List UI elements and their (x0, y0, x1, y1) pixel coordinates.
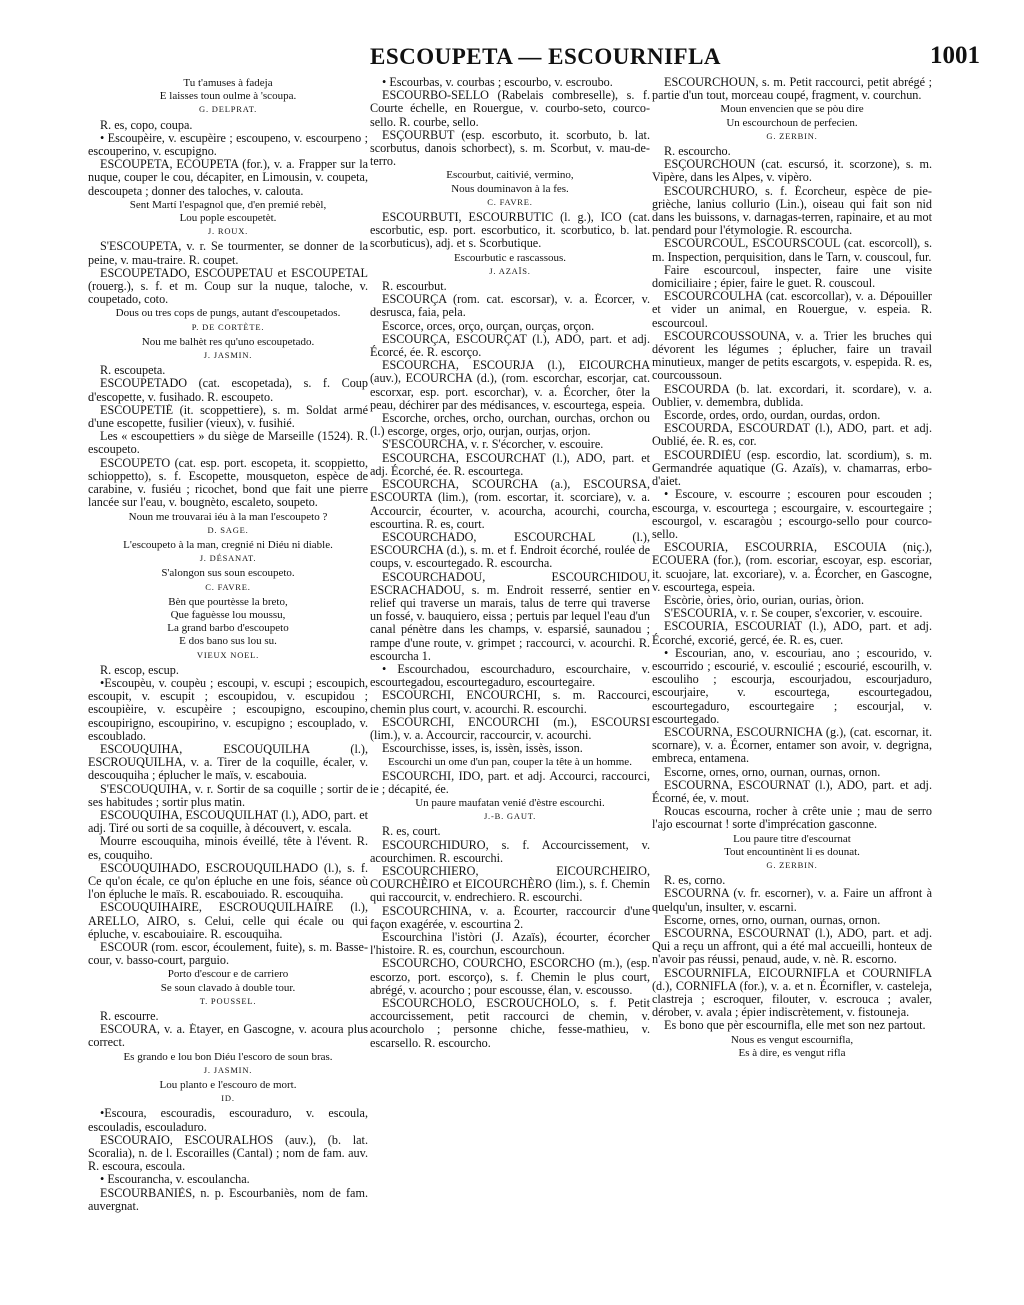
dictionary-entry: ESCOURNA (v. fr. escorner), v. a. Faire un affront à quelqu'un, insulter, v. escarni. (652, 887, 932, 914)
quotation-verse: Escourbut, caitivié, vermino, (446, 169, 574, 182)
dictionary-entry: ESCOUPETIÉ (it. scoppettiere), s. m. Soldat armé d'une escopette, fusilier (vieux), v. fusihié. (88, 403, 368, 431)
dictionary-entry: S'ESCOUQUIHA, v. r. Sortir de sa coquille ; sortir de ses habitudes ; sortir plus matin. (88, 782, 368, 809)
dictionary-entry: ESCOURNA, ESCOURNAT (l.), ADO, part. et adj. Écorné, ée, v. mout. (652, 778, 932, 805)
quotation-verse: Se soun clavado à double tour. (160, 981, 296, 994)
dictionary-entry: ESCOURCHINA, v. a. Écourter, raccourcir d'une façon exagérée, v. escourtina 2. (370, 904, 650, 931)
quotation-verse: Escourchi un ome d'un pan, couper la tête à un homme. (388, 756, 632, 769)
quotation-verse: Tout encountinènt li es dounat. (724, 845, 860, 858)
quotation-verse: Escourbutic e rascassous. (453, 251, 567, 264)
dictionary-entry: ESCOUQUIHA, ESCOUQUILHA (l.), ESCROUQUILHA, v. a. Tirer de la coquille, écaler, v. descouquiha ; éplucher le maïs, v. escabouia. (88, 742, 368, 783)
quotation-verse: Nou me balhèt res qu'uno escoupetado. (141, 335, 315, 348)
dictionary-entry: ESCOURCHOLO, ESCROUCHOLO, s. f. Petit accourcissement, petit raccourci de chemin, v. acourcholo ; personne chiche, fesse-mathieu, v. escarsello. R. escourcho. (370, 997, 650, 1050)
dictionary-entry: S'ESCOURIA, v. r. Se couper, s'excorier, v. escouire. (664, 607, 923, 621)
text-column-3 (652, 76, 932, 1060)
dictionary-entry: • Escourchadou, escourchaduro, escourchaire, v. escourtegadou, escourtegaduro, escourtegaire. (370, 662, 650, 690)
dictionary-entry: Escorde, ordes, ordo, ourdan, ourdas, ordon. (664, 409, 881, 423)
dictionary-entry: ESCOURCHA, ESCOURCHAT (l.), ADO, part. et adj. Écorché, ée. R. escourtega. (370, 451, 650, 478)
dictionary-entry: ESCOURIA, ESCOURRIA, ESCOUIA (niç.), ECOUERA (for.), (rom. escoriar, escoyar, esp. escoriar, it. scuojare, lat. excoriare), v. a. Écorcher, en Gascogne, v. escourtega, espeia. (652, 541, 932, 594)
dictionary-entry: •Escoupèu, v. coupèu ; escoupi, v. escupi ; escoupich, escoupit, v. escupit ; escoupidou, v. escupidou ; escoupièire, v. escupèire ; escoupigno, escoupino, escoupirigno, escoupirino, v. escupigno ; escouplado, v. escoubladо. (88, 676, 368, 743)
quotation-verse: Que faguèsse lou moussu, (170, 608, 286, 621)
quotation-author: T. POUSSEL. (199, 995, 257, 1006)
quotation-verse: Bèn que pourtèsse la breto, (168, 595, 288, 608)
dictionary-entry: ESCOURCOUL, ESCOURSCOUL (cat. escorcoll), s. m. Inspection, perquisition, dans le Tarn, v. couscoul, fur. (652, 237, 932, 264)
dictionary-entry: ESCOURCHA, ESCOURJA (l.), EICOURCHA (auv.), ECOURCHA (d.), (rom. escorchar, escorjar, cat. escorxar, esp. port. escorchar), v. a. Écorcher, ôter la peau, déchirer par des médisances, v. escourtega, espeia. (370, 359, 650, 412)
quotation-verse: La grand barbo d'escoupeto (167, 622, 289, 635)
dictionary-entry: R. escoupeta. (100, 364, 166, 378)
dictionary-entry: ESCOURCHURO, s. f. Écorcheur, espèce de pie-grièche, lanius collurio (Lin.), oiseau qui fait son nid dans les buissons, v. darnagas-terren, rapinaire, et au mot pendard pour l'étymologie. R. escourcha. (652, 184, 932, 238)
quotation-author: G. ZERBIN. (766, 859, 818, 870)
dictionary-entry: ESCOURNIFLA, EICOURNIFLA et COURNIFLA (d.), CORNIFLA (for.), v. a. et n. Écornifler, v. casteleja, clastreja ; escroquer, filouter, v. escrouca ; avaler, dérober, v. avala ; épier indiscrètement, v. fistouneja. (652, 966, 932, 1020)
dictionary-entry: Escourchina l'istòri (J. Azaïs), écourter, écorcher l'histoire. R. es, courchun, escourchoun. (370, 931, 650, 958)
dictionary-entry: R. es, copo, coupa. (100, 118, 193, 132)
quotation-verse: L'escoupeto à la man, cregnié ni Diéu ni diable. (123, 538, 333, 551)
dictionary-entry: ESCOURCOUSSOUNA, v. a. Trier les bruches qui dévorent les légumes ; éplucher, faire un travail minutieux, manger de petits escargots, v. espepida. R. es, courcoussoun. (652, 329, 932, 383)
quotation-verse: E laisses toun oulme à 'scoupa. (159, 90, 297, 103)
quotation-verse: Lou pople escoupetèt. (179, 212, 277, 225)
dictionary-entry: ESÇOURCHOUN (cat. escursó, it. scorzone), s. m. Vipère, dans les Alpes, v. vipèro. (652, 158, 932, 185)
dictionary-entry: S'ESCOURCHA, v. r. S'écorcher, v. escouire. (382, 438, 604, 452)
dictionary-entry: • Escourian, ano, v. escouriau, ano ; escourido, v. escourrido ; escourié, v. escoulié ; escourié, escourilh, v. escouliho ; escourja, escourjadou, escourjaduro, escourjaire, v. escourtega, escourtegadou, escourtegaduro, escourtegaire ; escourjal, v. escourtegado. (652, 646, 932, 726)
dictionary-entry: ESCOURÇA (rom. cat. escorsar), v. a. Écorcer, v. desrusca, faia, pela. (370, 293, 650, 320)
dictionary-entry: ESCOURDIÉU (esp. escordio, lat. scordium), s. m. Germandrée aquatique (G. Azaïs), v. chamarras, erbo-d'aiet. (652, 448, 932, 489)
dictionary-entry: ESCOUQUIHA, ESCOUQUILHAT (l.), ADO, part. et adj. Tiré ou sorti de sa coquille, à découvert, v. escala. (88, 808, 368, 836)
dictionary-entry: ESCOURCHADO, ESCOURCHAL (l.), ESCOURCHA (d.), s. m. et f. Endroit écorché, roulée de coups, v. escourtegado. R. escourcha. (370, 530, 650, 571)
dictionary-entry: Escorce, orces, orço, ourçan, ourças, orçon. (382, 319, 595, 333)
page-header (80, 40, 980, 80)
dictionary-entry: • Escoure, v. escourre ; escouren pour escouden ; escourga, v. escourtega ; escourgaire, v. escourtegaire ; escourgol, v. escaragòu ; escourgo-sello pour courco-sello. (652, 488, 932, 541)
dictionary-entry: ESCOURCHI, ENCOURCHI (m.), ESCOURSI (lim.), v. a. Accourcir, raccourcir, v. acourchi. (370, 715, 650, 742)
quotation-verse: Es grando e lou bon Diéu l'escoro de soun bras. (123, 1050, 333, 1063)
dictionary-entry: Escourchisse, isses, is, issèn, issès, isson. (382, 742, 583, 756)
dictionary-entry: ESCOURNA, ESCOURNAT (l.), ADO, part. et adj. Qui a reçu un affront, qui a été mal accueilli, honteux de n'avoir pas réussi, penaud, aude, v. nè. R. escorno. (652, 927, 932, 967)
quotation-author: J. JASMIN. (203, 350, 253, 361)
dictionary-entry: Escorne, ornes, orno, ournan, ournas, ornon. (664, 765, 881, 779)
quotation-author: J. JASMIN. (203, 1064, 253, 1075)
dictionary-entry: ESCOURNA, ESCOURNICHA (g.), (cat. escornar, it. scornare), v. a. Écorner, entamer son avoir, v. degrigna, embreca, entamena. (652, 725, 932, 766)
dictionary-entry: ESCOURCHI, ENCOURCHI, s. m. Raccourci, chemin plus court, v. acourchi. R. escourchi. (370, 689, 650, 716)
dictionary-entry: ESCOUPETO (cat. esp. port. escopeta, it. scoppietto, schioppetto), s. f. Escopette, mousqueton, espèce de carabine, v. fusiéu ; ricochet, bond que fait une pierre lancée sur l'eau, v. bougnèto, escaleto, soupeto. (88, 456, 368, 510)
text-column-2 (370, 76, 650, 1050)
dictionary-entry: ESCOURCHADOU, ESCOURCHIDOU, ESCRACHADOU, s. m. Endroit resserré, sentier en relief qui traverse un marais, talus de terre qui traverse un fossé, v. bauquiero, eissa ; pertuis par lequel l'eau d'un canal pénètre dans les champs, v. esparsié, saunadou ; rampe d'une route, v. grimpet ; raccourci, v. acourchi. R. escourcha 1. (370, 570, 650, 663)
quotation-author: VIEUX NOEL. (196, 649, 260, 660)
quotation-author: G. ZERBIN. (766, 130, 818, 141)
dictionary-entry: ESCOURCHO, COURCHO, ESCORCHO (m.), (esp. escorzo, port. escorço), s. f. Chemin le plus court, abrégé, v. acourcho ; pour escousse, élan, v. escousso. (370, 957, 650, 997)
quotation-verse: S'alongon sus soun escoupeto. (161, 567, 295, 580)
dictionary-entry: ESCOURCHIDURO, s. f. Accourcissement, v. acourchimen. R. escourchi. (370, 838, 650, 865)
quotation-verse: Dous ou tres cops de pungs, autant d'escoupetados. (115, 307, 341, 320)
quotation-author: ID. (221, 1093, 235, 1104)
dictionary-entry: ESCOURDA (b. lat. excordari, it. scordare), v. a. Oublier, v. demembra, dublida. (652, 382, 932, 409)
quotation-author: J. AZAÏS. (489, 265, 531, 276)
dictionary-entry: R. escourcho. (664, 145, 731, 159)
quotation-verse: Un paure maufatan venié d'èstre escourchi. (415, 796, 605, 809)
dictionary-entry: ESCOUQUIHAIRE, ESCROUQUILHAIRE (l.), ARELLO, AIRO, s. Celui, celle qui écale ou qui épluche, v. escabouiaire. R. escouquiha. (88, 901, 368, 941)
quotation-verse: Nous douminavon à la fes. (451, 182, 569, 195)
dictionary-entry: R. escourbut. (382, 280, 447, 294)
dictionary-entry: ESCOUR (rom. escor, écoulement, fuite), s. m. Basse-cour, v. basso-court, parguio. (88, 941, 368, 968)
quotation-verse: Nous es vengut escournifla, (730, 1033, 854, 1046)
quotation-verse: Lou planto e l'escouro de mort. (159, 1079, 297, 1092)
dictionary-entry: Les « escoupettiers » du siège de Marseille (1524). R. escoupeto. (88, 430, 368, 457)
dictionary-entry: Faire escourcoul, inspecter, faire une visite domiciliaire ; épier, faire le guet. R. couscoul. (652, 263, 932, 291)
dictionary-entry: S'ESCOUPETA, v. r. Se tourmenter, se donner de la peine, v. mau-traire. R. coupet. (88, 240, 368, 267)
dictionary-entry: Escorche, orches, orcho, ourchan, ourchas, orchon ou (l.) escorge, orges, orjo, ourjan, ourjas, orjon. (370, 412, 650, 439)
dictionary-entry: ESCOUPETA, ECOUPETA (for.), v. a. Frapper sur la nuque, couper le cou, décapiter, en Limousin, v. coupeta, descoupeta ; donner des taloches, v. calouta. (88, 158, 368, 198)
quotation-verse: Un escourchoun de perfecien. (726, 116, 858, 129)
dictionary-entry: ESCOURIA, ESCOURIAT (l.), ADO, part. et adj. Écorché, excorié, gercé, ée. R. es, cuer. (652, 620, 932, 647)
dictionary-entry: ESCOURA, v. a. Étayer, en Gascogne, v. acoura plus correct. (88, 1023, 368, 1050)
quotation-verse: Porto d'escour e de carriero (167, 968, 289, 981)
dictionary-entry: ESCOURAIO, ESCOURALHOS (auv.), (b. lat. Scoralia), n. de l. Escorailles (Cantal) ; nom de fam. auv. R. escoura, escoula. (88, 1133, 368, 1174)
dictionary-entry: • Escourancha, v. escoulancha. (100, 1173, 250, 1187)
dictionary-entry: •Escoura, escouradis, escouraduro, v. escoula, escouladis, escouladuro. (88, 1107, 368, 1134)
dictionary-entry: ESCOURCHI, IDO, part. et adj. Accourci, raccourci, ie ; décapité, ée. (370, 769, 650, 796)
quotation-author: G. DELPRAT. (199, 104, 257, 115)
quotation-author: C. FAVRE. (487, 196, 533, 207)
dictionary-entry: ESCOURCHOUN, s. m. Petit raccourci, petit abrégé ; partie d'un tout, morceau coupé, fragment, v. courchun. (652, 76, 932, 103)
page-number: 1001 (930, 42, 980, 69)
dictionary-entry: R. es, corno. (664, 874, 726, 888)
dictionary-entry: Es bono que pèr escournifla, elle met son nez partout. (664, 1019, 926, 1033)
dictionary-entry: ESCOURCOULHA (cat. escorcollar), v. a. Dépouiller et vider un animal, en Rouergue, v. espeia. R. escourcoul. (652, 290, 932, 330)
dictionary-entry: R. escop, escup. (100, 663, 179, 677)
quotation-verse: Moun envencien que se pòu dire (720, 103, 864, 116)
quotation-verse: Noun me trouvarai iéu à la man l'escoupeto ? (128, 510, 328, 523)
dictionary-entry: Roucas escourna, rocher à crête unie ; mau de serro l'ajo escournat ! sorte d'imprécation gasconne. (652, 805, 932, 832)
dictionary-entry: ESCOUPETADO (cat. escopetada), s. f. Coup d'escopette, v. fusihado. R. escoupeto. (88, 377, 368, 404)
quotation-author: J.-B. GAUT. (483, 811, 537, 822)
dictionary-entry: ESCOURDA, ESCOURDAT (l.), ADO, part. et adj. Oublié, ée. R. es, cor. (652, 422, 932, 449)
dictionary-entry: Escorne, ornes, orno, ournan, ournas, ornon. (664, 913, 881, 927)
quotation-author: C. FAVRE. (205, 581, 251, 592)
quotation-author: P. DE CORTÈTE. (191, 321, 265, 332)
dictionary-entry: ESCOUPETADO, ESCOUPETAU et ESCOUPETAL (rouerg.), s. f. et m. Coup sur la nuque, taloche, v. coupetado, coto. (88, 266, 368, 307)
quotation-verse: E dos bano sus lou su. (179, 635, 277, 648)
quotation-author: J. DÉSANAT. (199, 553, 257, 564)
dictionary-entry: Mourre escouquiha, minois éveillé, tête à l'évent. R. es, couquiho. (88, 835, 368, 862)
dictionary-entry: ESCOURBUTI, ESCOURBUTIC (l. g.), ICO (cat. escorbutic, esp. port. escorbutico, it. scorbutico, b. lat. scorbuticus), adj. et s. Scorbutique. (370, 211, 650, 251)
quotation-verse: Lou paure titre d'escournat (733, 832, 851, 845)
dictionary-entry: ESCOURCHIERO, EICOURCHEIRO, COURCHÈIRO et EICOURCHÈRO (lim.), s. f. Chemin qui raccourcit, v. endrechiero. R. escourchi. (370, 864, 650, 905)
quotation-verse: Es à dire, es vengut rifla (738, 1046, 846, 1059)
dictionary-entry: • Escourbas, v. courbas ; escourbo, v. escroubo. (382, 76, 613, 89)
dictionary-entry: ESCOUQUIHADO, ESCROUQUILHADO (l.), s. f. Ce qu'on écale, ce qu'on épluche en une fois, séance où l'on épluche le maïs. R. escabouiado. R. escouquiha. (88, 861, 368, 902)
quotation-verse: Tu t'amuses à fadeja (183, 77, 273, 89)
quotation-verse: Sent Martí l'espagnol que, d'en premié rebèl, (129, 198, 327, 211)
dictionary-entry: ESCOURBANIÈS, n. p. Escourbaniès, nom de fam. auvergnat. (88, 1186, 368, 1213)
dictionary-entry: ESCOURBO-SELLO (Rabelais combreselle), s. f. Courte échelle, en Rouergue, v. courbo-seto, courco-sello. R. courbe, sello. (370, 89, 650, 129)
quotation-author: D. SAGE. (207, 524, 249, 535)
dictionary-entry: • Escoupèire, v. escupèire ; escoupeno, v. escourpeno ; escouperino, v. escupigno. (88, 131, 368, 159)
dictionary-entry: ESCOURÇA, ESCOURÇAT (l.), ADO, part. et adj. Écorcé, ée. R. escorço. (370, 332, 650, 360)
dictionary-entry: R. escourre. (100, 1010, 159, 1024)
dictionary-entry: ESCOURCHA, SCOURCHA (a.), ESCOURSA, ESCOURTA (lim.), (rom. escortar, it. scorciare), v. a. Accourcir, écourter, v. acourchа, acourchi, courcha, escourtina. R. es, court. (370, 478, 650, 531)
quotation-author: J. ROUX. (207, 226, 249, 237)
running-title: ESCOUPETA — ESCOURNIFLA (370, 44, 722, 69)
text-column-1 (88, 76, 368, 1213)
dictionary-entry: R. es, court. (382, 825, 441, 839)
dictionary-entry: ESÇOURBUT (esp. escorbuto, it. scorbuto, b. lat. scorbutus, danois schorbect), s. m. Scorbut, v. mau-de-terro. (370, 128, 650, 169)
dictionary-entry: Escòrie, òries, òrio, ourian, ourias, òrion. (664, 593, 865, 607)
